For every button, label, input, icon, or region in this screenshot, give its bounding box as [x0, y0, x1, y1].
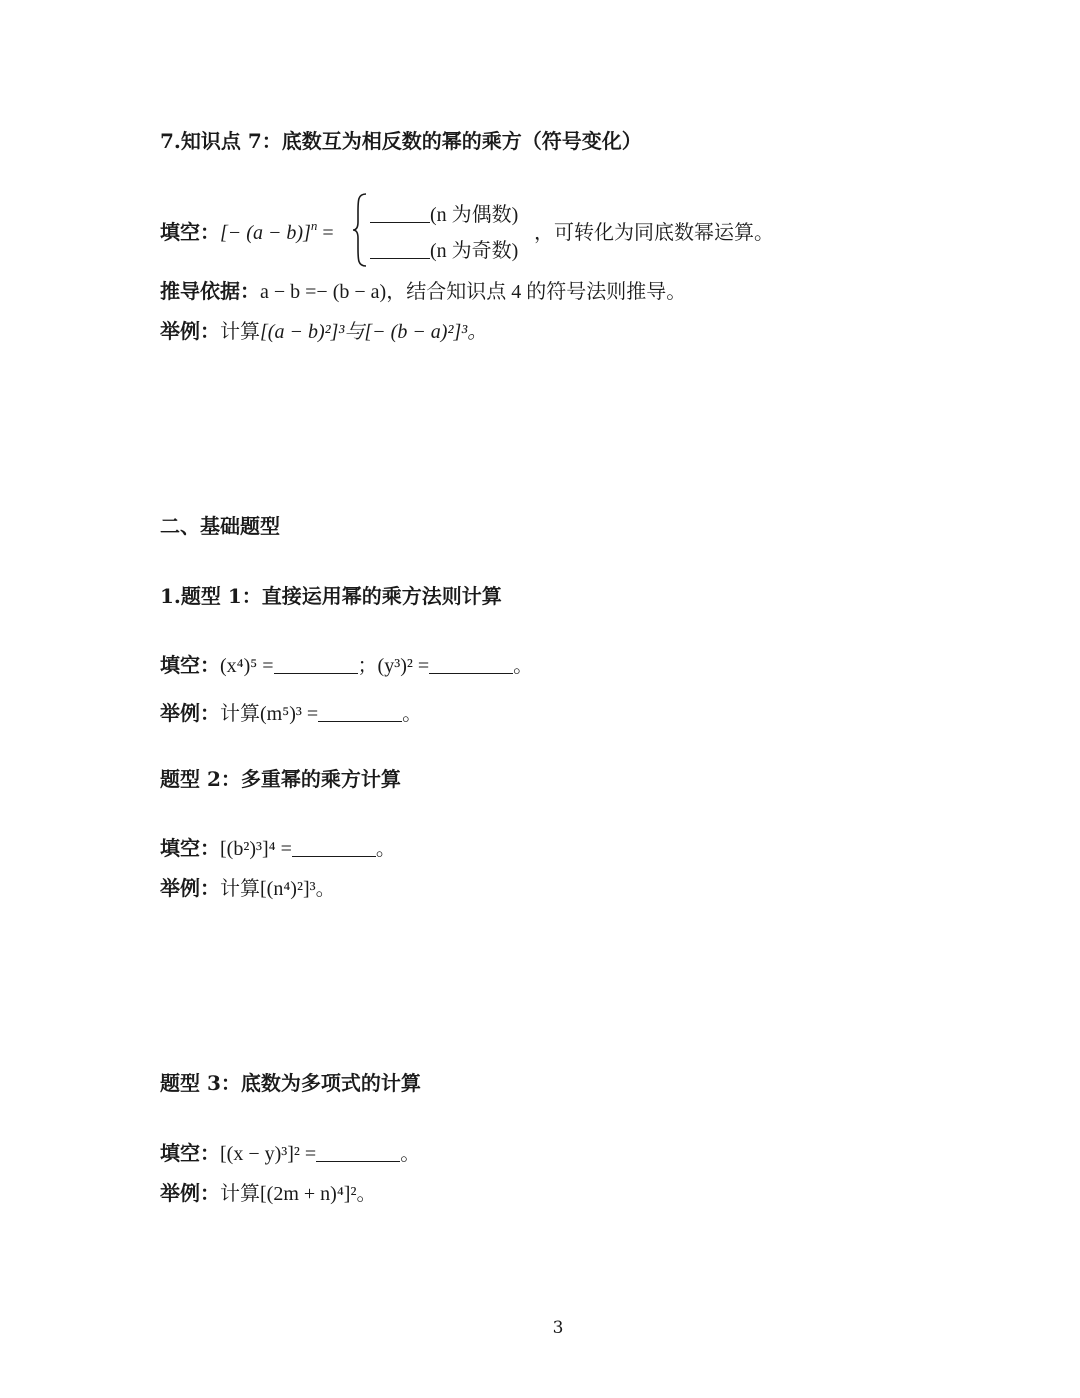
type-1-example-line: [160, 700, 422, 728]
example-text: 计算(m⁵)³ =: [220, 703, 319, 725]
basis-label: 推导依据：: [160, 281, 260, 303]
piecewise-tail: ，可转化为同底数幂运算。: [534, 220, 774, 244]
piecewise-equals: =: [317, 222, 334, 244]
example-label: 举例：: [160, 1183, 220, 1205]
type-2-fill-line: [160, 835, 396, 863]
example-label: 举例：: [160, 321, 220, 343]
case-odd-condition: (n 为奇数): [430, 240, 519, 262]
answer-blank[interactable]: [316, 1143, 400, 1162]
type-3-heading: 题型 3：底数为多项式的计算: [160, 1071, 421, 1095]
part-2-heading: 二、基础题型: [160, 514, 280, 538]
basis-line: [160, 278, 686, 306]
type-2-example-line: [160, 875, 336, 903]
basis-text: a − b =− (b − a)，结合知识点 4 的符号法则推导。: [260, 281, 687, 303]
fill-end: 。: [375, 838, 396, 860]
type-1-heading: 1.题型 1：直接运用幂的乘方法则计算: [160, 584, 502, 608]
type-2-heading: 题型 2：多重幂的乘方计算: [160, 767, 401, 791]
example-prefix: 计算: [220, 321, 260, 343]
fill-expr-b: (y³)² =: [377, 655, 430, 677]
answer-blank[interactable]: [318, 703, 402, 722]
fill-end: 。: [513, 655, 534, 677]
case-even-condition: (n 为偶数): [430, 204, 519, 226]
fill-end: 。: [400, 1143, 421, 1165]
answer-blank[interactable]: [274, 655, 358, 674]
type-3-example-line: [160, 1180, 376, 1208]
example-end: 。: [402, 703, 423, 725]
fill-label: 填空：: [160, 222, 220, 244]
answer-blank[interactable]: [292, 838, 376, 857]
type-3-fill-line: [160, 1140, 420, 1168]
piecewise-case-even: [370, 198, 518, 227]
section-7-heading: 7.知识点 7：底数互为相反数的幂的乘方（符号变化）: [160, 129, 642, 153]
page-number: 3: [552, 1318, 564, 1338]
piecewise-base: [− (a − b)]: [220, 222, 311, 244]
answer-blank[interactable]: [429, 655, 513, 674]
piecewise-lhs: [160, 216, 334, 245]
fill-separator: ；: [357, 655, 378, 677]
example-text: 计算[(n⁴)²]³。: [220, 878, 336, 900]
example-label: 举例：: [160, 878, 220, 900]
piecewise-exponent: n: [310, 218, 318, 233]
example-line: [160, 318, 487, 346]
fill-expr: [(x − y)³]² =: [220, 1143, 317, 1165]
fill-label: 填空：: [160, 1143, 220, 1165]
fill-expr: [(b²)³]⁴ =: [220, 838, 292, 860]
example-text: 计算[(2m + n)⁴]²。: [220, 1183, 377, 1205]
type-1-fill-line: [160, 652, 533, 680]
left-brace-icon: [352, 192, 370, 268]
fill-expr-a: (x⁴)⁵ =: [220, 655, 274, 677]
fill-label: 填空：: [160, 838, 220, 860]
fill-label: 填空：: [160, 655, 220, 677]
answer-blank[interactable]: [370, 204, 430, 223]
example-text: [(a − b)²]³与[− (b − a)²]³。: [260, 321, 488, 343]
answer-blank[interactable]: [370, 240, 430, 259]
example-label: 举例：: [160, 703, 220, 725]
piecewise-case-odd: [370, 234, 518, 263]
